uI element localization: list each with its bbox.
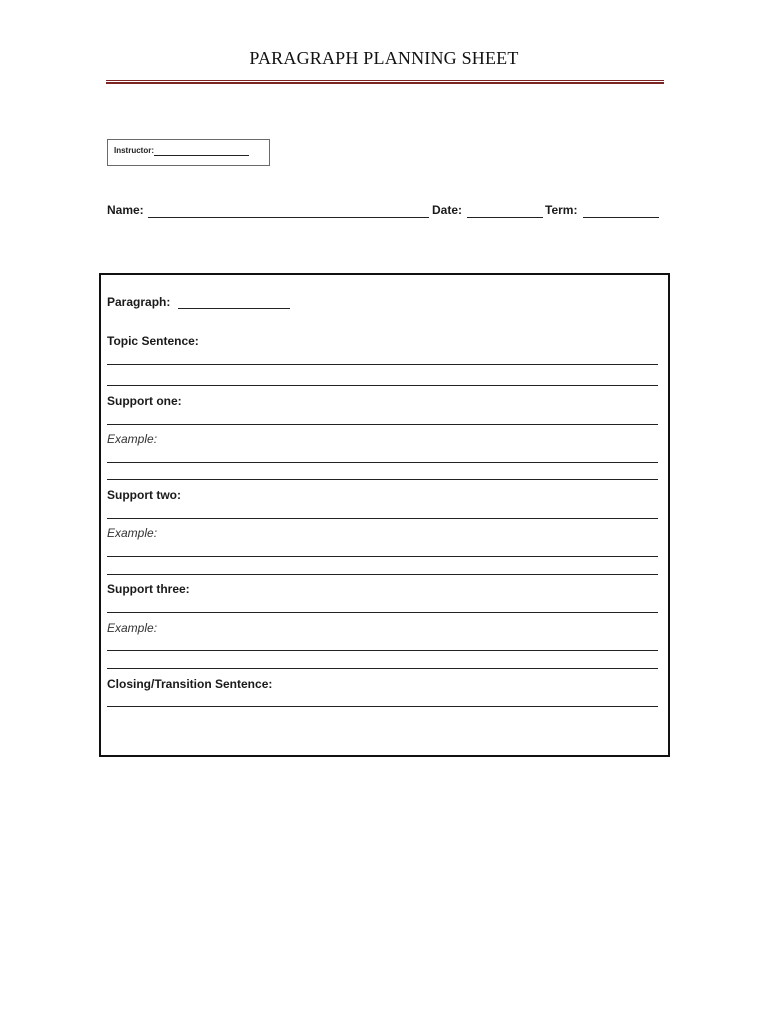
name-blank[interactable]: [148, 217, 429, 218]
topic-sentence-line-1[interactable]: [107, 364, 658, 365]
instructor-label: Instructor:: [114, 146, 154, 155]
closing-transition-label: Closing/Transition Sentence:: [107, 677, 273, 691]
example-one-line-1[interactable]: [107, 462, 658, 463]
title-rule-thin: [106, 80, 664, 81]
name-label: Name:: [107, 203, 144, 217]
paragraph-label: Paragraph:: [107, 295, 171, 309]
example-one-label: Example:: [107, 432, 158, 446]
example-two-label: Example:: [107, 526, 158, 540]
support-two-line[interactable]: [107, 518, 658, 519]
support-one-label: Support one:: [107, 394, 182, 408]
topic-sentence-label: Topic Sentence:: [107, 334, 199, 348]
support-three-line[interactable]: [107, 612, 658, 613]
example-two-line-2[interactable]: [107, 574, 658, 575]
header-fields-row: [107, 203, 662, 219]
topic-sentence-line-2[interactable]: [107, 385, 658, 386]
example-two-line-1[interactable]: [107, 556, 658, 557]
example-three-label: Example:: [107, 621, 158, 635]
date-blank[interactable]: [467, 217, 543, 218]
date-label: Date:: [432, 203, 463, 217]
instructor-box: [107, 139, 270, 166]
planning-box: [99, 273, 670, 757]
term-blank[interactable]: [583, 217, 659, 218]
closing-transition-line[interactable]: [107, 706, 658, 707]
example-one-line-2[interactable]: [107, 479, 658, 480]
instructor-blank[interactable]: [154, 155, 249, 156]
page-title: PARAGRAPH PLANNING SHEET: [249, 48, 519, 68]
title-rule-thick: [106, 82, 664, 84]
support-three-label: Support three:: [107, 582, 190, 596]
support-two-label: Support two:: [107, 488, 181, 502]
support-one-line[interactable]: [107, 424, 658, 425]
example-three-line-2[interactable]: [107, 668, 658, 669]
term-label: Term:: [545, 203, 578, 217]
example-three-line-1[interactable]: [107, 650, 658, 651]
paragraph-blank[interactable]: [178, 308, 290, 309]
